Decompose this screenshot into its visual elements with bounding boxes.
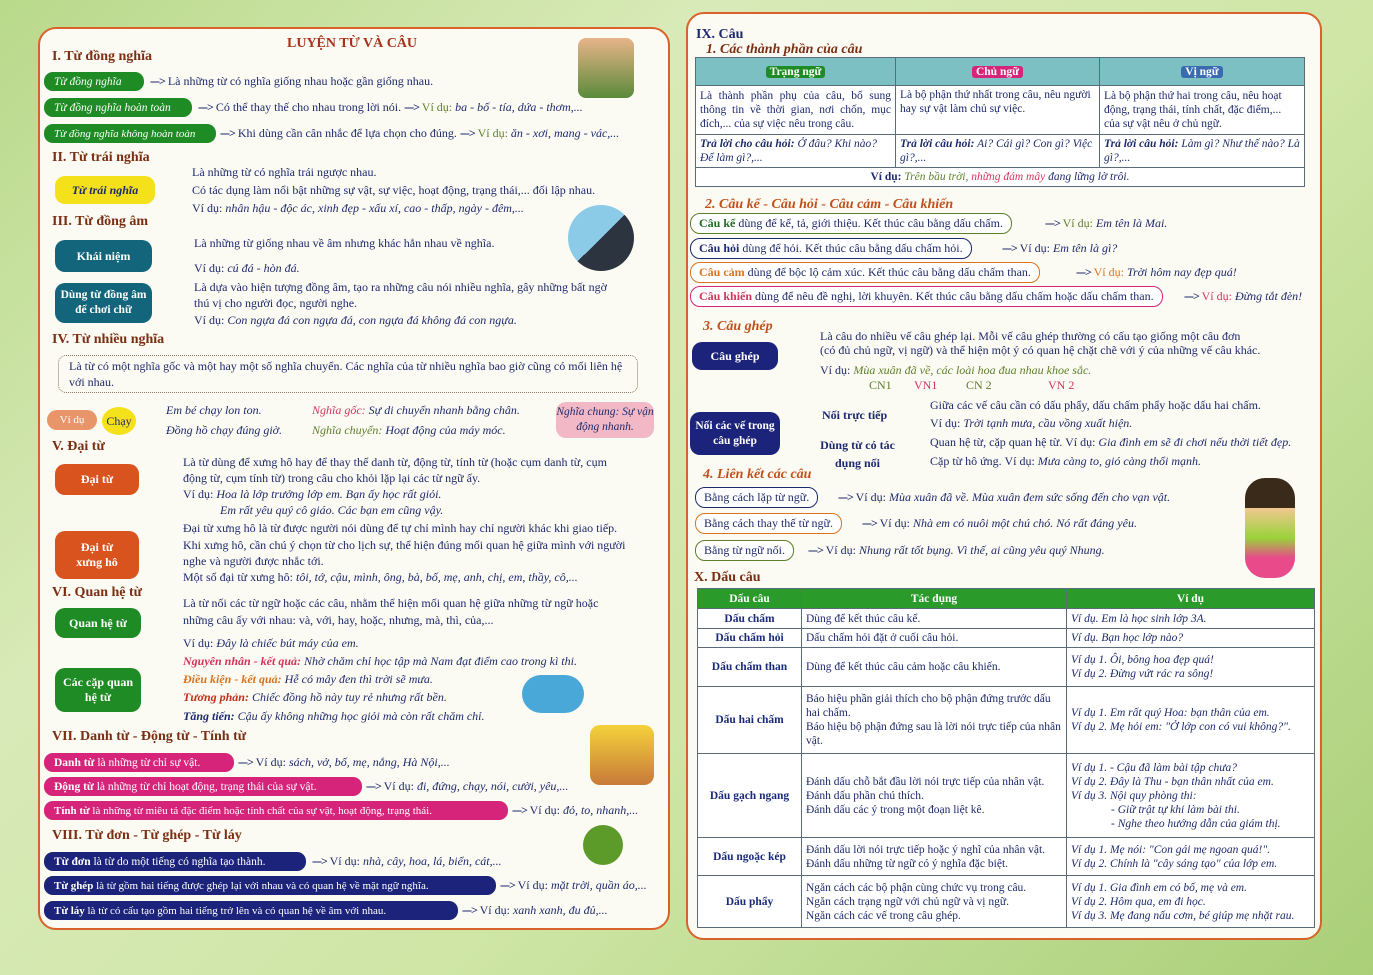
punctuation-table xyxy=(697,588,1315,928)
example: Đồng hồ chạy đúng giờ. xyxy=(166,423,283,437)
bar-tu-don: Từ đơn là từ do một tiếng có nghĩa tạo thành. xyxy=(44,852,306,871)
subheading: 1. Các thành phần của câu xyxy=(706,42,863,57)
line: Là những từ có nghĩa trái ngược nhau. xyxy=(192,165,377,179)
meaning: Nghĩa gốc: Sự di chuyển nhanh bằng chân. xyxy=(312,403,520,417)
example-cell xyxy=(1067,609,1315,629)
example: Ví dụ: cú đá - hòn đá. xyxy=(194,261,300,275)
line: Một số đại từ xưng hô: tôi, tớ, cậu, mình, ông, bà, bố, mẹ, anh, chị, em, thầy, cô,... xyxy=(183,570,578,584)
example-line: Ví dụ 2. Hôm qua, em đi học. xyxy=(1071,895,1206,908)
pill-khai-niem: Khái niệm xyxy=(55,240,152,272)
example: Ví dụ: Mùa xuân đã về, các loài hoa đua nhau khoe sắc. xyxy=(820,363,1092,377)
usage-line: Đánh dấu các ý trong một đoạn liệt kê. xyxy=(806,803,985,816)
col-header: Trạng ngữ xyxy=(766,66,826,78)
table-row xyxy=(698,754,1315,838)
line: nghe và người được nhắc tới. xyxy=(183,554,324,568)
line: động từ, cụm tính từ) trong câu cho khỏi lặp lại các từ ngữ ấy. xyxy=(183,471,481,485)
pill-tu-trai-nghia: Từ trái nghĩa xyxy=(55,176,155,204)
cau-hoi-box: Câu hỏi dùng để hỏi. Kết thúc câu bằng dấu chấm hỏi. xyxy=(690,238,972,259)
usage-cell xyxy=(802,609,1067,629)
pill-dai-tu: Đại từ xyxy=(55,464,139,495)
example-line: Ví dụ 2. Chính là "cây sáng tạo" của lớp em. xyxy=(1071,857,1278,870)
usage-line: Báo hiệu bộ phận đứng sau là lời nói trực tiếp của nhân vật. xyxy=(806,721,1061,747)
example: ---> Ví dụ: sách, vở, bố, mẹ, nắng, Hà Nội,... xyxy=(238,755,450,769)
pair: Nguyên nhân - kết quả: Nhờ chăm chỉ học tập mà Nam đạt điểm cao trong kì thi. xyxy=(183,654,577,668)
usage-line: Đánh dấu những từ ngữ có ý nghĩa đặc biệt. xyxy=(806,857,1009,870)
usage-cell xyxy=(802,838,1067,876)
section-heading: VI. Quan hệ từ xyxy=(52,585,143,600)
tree-icon xyxy=(583,825,623,865)
col-header: Chủ ngữ xyxy=(972,66,1023,78)
table-row xyxy=(698,838,1315,876)
cell: Là bộ phận thứ nhất trong câu, nêu người hay sự vật làm chủ sự việc. xyxy=(896,86,1100,135)
example-line: Ví dụ 3. Nội quy phòng thi: xyxy=(1071,789,1197,802)
family-illustration xyxy=(578,38,634,98)
pill-label: Các cặp quan hệ từ xyxy=(63,675,134,704)
example: ---> Ví dụ: Nhà em có nuôi một chú chó. Nó rất đáng yêu. xyxy=(862,516,1137,530)
subheading: 4. Liên kết các câu xyxy=(703,467,812,482)
pill-dong-nghia-khong-hoan-toan: Từ đồng nghĩa không hoàn toàn xyxy=(44,124,216,143)
table-row xyxy=(698,687,1315,754)
example-cell xyxy=(1067,754,1315,838)
definition: ---> Là những từ có nghĩa giống nhau hoặc gần giống nhau. xyxy=(150,74,434,88)
method-label: Nối trực tiếp xyxy=(822,408,888,422)
line: (có đủ chủ ngữ, vị ngữ) và thể hiện một ý có quan hệ chặt chẽ với ý của những vế câu khác. xyxy=(820,343,1261,357)
example-cell xyxy=(1067,838,1315,876)
example: ---> Ví dụ: xanh xanh, đu đủ,... xyxy=(462,903,608,917)
bar-tinh-tu: Tính từ là những từ miêu tả đặc điểm hoặc tính chất của sự vật, hoạt động, trạng thái. xyxy=(44,801,508,820)
pill-label: Đại từ xưng hô xyxy=(76,540,118,569)
line: thú vị cho người đọc, người nghe. xyxy=(194,296,358,310)
section-heading: VII. Danh từ - Động từ - Tính từ xyxy=(52,729,247,744)
day-night-icon xyxy=(568,205,634,271)
bar-tu-lay: Từ láy là từ có cấu tạo gồm hai tiếng trở lên và có quan hệ về âm với nhau. xyxy=(44,901,458,920)
example: Ví dụ: Đây là chiếc bút máy của em. xyxy=(183,636,359,650)
section-heading: I. Từ đồng nghĩa xyxy=(52,49,152,64)
col-header: Vị ngữ xyxy=(1181,66,1222,78)
line: những câu ấy với nhau: và, với, hay, hoặc, nhưng, mà, thì, của,... xyxy=(183,613,494,627)
usage-cell xyxy=(802,648,1067,687)
definition: ---> Có thể thay thế cho nhau trong lời nói. ---> Ví dụ: ba - bố - tía, dứa - thơm,... xyxy=(198,100,583,114)
cell: Là bộ phận thứ hai trong câu, nêu hoạt động, trạng thái, tính chất, đặc điểm,... của sự vật nêu ở chủ ngữ. xyxy=(1100,86,1305,135)
example-line: Ví dụ 1. - Cậu đã làm bài tập chưa? xyxy=(1071,761,1237,774)
example: Ví dụ: nhân hậu - độc ác, xinh đẹp - xấu xí, cao - thấp, ngày - đêm,... xyxy=(192,201,524,215)
usage-line: Đánh dấu lời nói trực tiếp hoặc ý nghĩ của nhân vật. xyxy=(806,843,1046,856)
usage-cell xyxy=(802,687,1067,754)
example-line: Ví dụ 1. Gia đình em có bố, mẹ và em. xyxy=(1071,881,1247,894)
definition: Là từ có một nghĩa gốc và một hay một số nghĩa chuyển. Các nghĩa của từ nhiều nghĩa bao giờ cũng có mối liên hệ với nhau. xyxy=(69,359,623,389)
girl-illustration xyxy=(1245,478,1295,578)
bar-tu-ghep: Từ ghép là từ gồm hai tiếng được ghép lại với nhau và có quan hệ về mặt ngữ nghĩa. xyxy=(44,876,496,895)
example-line: Ví dụ 3. Mẹ đang nấu cơm, bé giúp mẹ nhặt rau. xyxy=(1071,909,1295,922)
cau-khien-box: Câu khiến dùng để nêu đề nghị, lời khuyên. Kết thúc câu bằng dấu chấm hoặc dấu chấm than. xyxy=(690,286,1163,307)
definition: ---> Khi dùng cần cân nhắc để lựa chọn cho đúng. ---> Ví dụ: ăn - xơi, mang - vác,... xyxy=(220,126,620,140)
punct-name: Dấu chấm than xyxy=(698,648,802,687)
example: ---> Ví dụ: mặt trời, quần áo,... xyxy=(500,878,647,892)
pill-cac-cap-quan-he-tu xyxy=(55,668,141,712)
example-line: Ví dụ 2. Mẹ hỏi em: "Ở lớp con có vui không?". xyxy=(1071,721,1291,733)
example-line: - Nghe theo hướng dẫn của giám thị. xyxy=(1111,817,1281,830)
pill-noi-cac-ve xyxy=(690,412,780,455)
line: Là dựa vào hiện tượng đồng âm, tạo ra những câu nói nhiều nghĩa, gây những bất ngờ xyxy=(194,280,607,294)
subheading: 3. Câu ghép xyxy=(703,319,773,334)
usage-line: Báo hiệu phần giải thích cho bộ phận đứng trước dấu hai chấm. xyxy=(806,693,1051,719)
example: Ví dụ: Trời tạnh mưa, cầu vồng xuất hiện. xyxy=(930,416,1133,430)
example-cell xyxy=(1067,648,1315,687)
usage-line: Ngăn cách các bộ phận cùng chức vụ trong câu. xyxy=(806,881,1027,894)
pill-dong-nghia-hoan-toan: Từ đồng nghĩa hoàn toàn xyxy=(44,98,192,117)
line: Giữa các vế câu cần có dấu phẩy, dấu chấm phẩy hoặc dấu hai chấm. xyxy=(930,398,1261,412)
line: Là câu do nhiều vế câu ghép lại. Mỗi vế câu ghép thường có cấu tạo giống một câu đơn xyxy=(820,329,1241,343)
pill-cau-ghep: Câu ghép xyxy=(692,342,778,370)
pill-dung-tu-dong-am xyxy=(55,283,152,323)
punct-name: Dấu chấm hỏi xyxy=(698,629,802,648)
line: Khi xưng hô, cần chú ý chọn từ cho lịch sự, thể hiện đúng mối quan hệ giữa mình với người xyxy=(183,538,626,552)
example: ---> Ví dụ: Em tên là Mai. xyxy=(1045,216,1168,230)
punct-name: Dấu hai chấm xyxy=(698,687,802,754)
usage-line: Đánh dấu phần chú thích. xyxy=(806,789,924,802)
usage-line: Dấu chấm hỏi đặt ở cuối câu hỏi. xyxy=(806,632,959,644)
pair: Tương phản: Chiếc đồng hồ này tuy rẻ nhưng rất bền. xyxy=(183,690,447,704)
cau-ke-box: Câu kể dùng để kể, tả, giới thiệu. Kết thúc câu bằng dấu chấm. xyxy=(690,213,1012,234)
pill-label: Dùng từ đồng âm để chơi chữ xyxy=(60,289,147,316)
example: Em bé chạy lon ton. xyxy=(166,403,262,417)
pair: Điều kiện - kết quả: Hễ có mây đen thì trời sẽ mưa. xyxy=(183,672,433,686)
table-row xyxy=(698,609,1315,629)
example: ---> Ví dụ: đỏ, to, nhanh,... xyxy=(512,803,639,817)
label-vn2: VN 2 xyxy=(1048,378,1075,392)
example: Ví dụ: Hoa là lớp trưởng lớp em. Bạn ấy học rất giỏi. xyxy=(183,487,442,501)
col-header: Tác dụng xyxy=(802,589,1067,609)
line: Cặp từ hô ứng. Ví dụ: Mưa càng to, gió càng thổi mạnh. xyxy=(930,454,1201,468)
common-meaning xyxy=(556,402,654,438)
example-cell xyxy=(1067,629,1315,648)
example-line: Ví dụ 1. Mẹ nói: "Con gái mẹ ngoan quá!". xyxy=(1071,843,1271,856)
label-cn1: CN1 xyxy=(869,378,892,392)
word-chay: Chạy xyxy=(102,407,136,435)
link-box: Bằng cách lặp từ ngữ. xyxy=(695,487,818,508)
example: ---> Ví dụ: Trời hôm nay đẹp quá! xyxy=(1076,265,1237,279)
col-header: Ví dụ xyxy=(1067,589,1315,609)
line: Là từ nối các từ ngữ hoặc các câu, nhằm thể hiện mối quan hệ giữa những từ ngữ hoặc xyxy=(183,596,599,610)
sentence-parts-table xyxy=(695,57,1305,187)
usage-line: Dùng để kết thúc câu cảm hoặc câu khiến. xyxy=(806,661,1001,673)
bar-dong-tu: Động từ là những từ chỉ hoạt động, trạng thái của sự vật. xyxy=(44,777,362,796)
line: Đại từ xưng hô là từ được người nói dùng để tự chỉ mình hay chỉ người khác khi giao tiếp. xyxy=(183,521,618,535)
section-heading: X. Dấu câu xyxy=(694,570,761,585)
example-line: Ví dụ. Bạn học lớp nào? xyxy=(1071,632,1184,644)
pair: Tăng tiến: Cậu ấy không những học giỏi mà còn rất chăm chỉ. xyxy=(183,709,485,723)
example-line: Ví dụ 2. Đây là Thu - bạn thân nhất của em. xyxy=(1071,775,1274,788)
col-header: Dấu câu xyxy=(698,589,802,609)
example-line: Ví dụ. Em là học sinh lớp 3A. xyxy=(1071,612,1207,625)
usage-cell xyxy=(802,876,1067,928)
example: Em rất yêu quý cô giáo. Các bạn em cũng vậy. xyxy=(220,503,444,517)
section-heading: III. Từ đồng âm xyxy=(52,214,149,229)
example: ---> Ví dụ: đi, đứng, chạy, nói, cười, yêu,... xyxy=(366,779,569,793)
pill-quan-he-tu: Quan hệ từ xyxy=(55,608,141,638)
table-row xyxy=(698,876,1315,928)
table-row xyxy=(698,648,1315,687)
cell: Trả lời câu hỏi: Làm gì? Như thế nào? Là gì?,... xyxy=(1100,135,1305,168)
pill-tu-dong-nghia: Từ đồng nghĩa xyxy=(44,72,144,91)
definition-box xyxy=(58,355,638,393)
example-cell xyxy=(1067,687,1315,754)
cell: Là thành phần phụ của câu, bổ sung thông tin về thời gian, nơi chốn, mục đích,... của sự việc nêu trong câu. xyxy=(696,86,896,135)
punct-name: Dấu ngoặc kép xyxy=(698,838,802,876)
method-label: Dùng từ có tác dụng nối xyxy=(820,438,895,470)
usage-line: Dùng để kết thúc câu kể. xyxy=(806,612,921,625)
section-heading: VIII. Từ đơn - Từ ghép - Từ láy xyxy=(52,828,242,843)
subheading: 2. Câu kể - Câu hỏi - Câu cảm - Câu khiến xyxy=(705,197,954,212)
example: ---> Ví dụ: Em tên là gì? xyxy=(1002,241,1118,255)
cell: Trả lời câu hỏi: Ai? Cái gì? Con gì? Việc gì?,... xyxy=(896,135,1100,168)
table-row xyxy=(698,629,1315,648)
usage-line: Ngăn cách trạng ngữ với chủ ngữ và vị ngữ. xyxy=(806,895,1009,908)
pill-dai-tu-xung-ho xyxy=(55,531,139,579)
common-meaning-text: Nghĩa chung: Sự vận động nhanh. xyxy=(556,406,654,433)
cell: Ví dụ: Trên bầu trời, những đám mây đang lững lờ trôi. xyxy=(696,168,1305,187)
line: Là từ dùng để xưng hô hay để thay thế danh từ, động từ, tính từ (hoặc cụm danh từ, cụm xyxy=(183,455,607,469)
example: ---> Ví dụ: Đừng tắt đèn! xyxy=(1184,289,1303,303)
section-heading: IX. Câu xyxy=(696,27,744,42)
link-box: Bằng từ ngữ nối. xyxy=(695,540,794,561)
kids-illustration xyxy=(590,725,654,785)
example-cell xyxy=(1067,876,1315,928)
link-box: Bằng cách thay thế từ ngữ. xyxy=(695,513,842,534)
usage-line: Ngăn cách các vế trong câu ghép. xyxy=(806,909,961,922)
punct-name: Dấu phẩy xyxy=(698,876,802,928)
punct-name: Dấu chấm xyxy=(698,609,802,629)
section-heading: IV. Từ nhiều nghĩa xyxy=(52,332,165,347)
punct-name: Dấu gạch ngang xyxy=(698,754,802,838)
usage-line: Đánh dấu chỗ bắt đầu lời nói trực tiếp của nhân vật. xyxy=(806,775,1045,788)
example: ---> Ví dụ: Nhung rất tốt bụng. Vì thế, ai cũng yêu quý Nhung. xyxy=(808,543,1105,557)
example: Ví dụ: Con ngựa đá con ngựa đá, con ngựa đá không đá con ngựa. xyxy=(194,313,517,327)
page-title: LUYỆN TỪ VÀ CÂU xyxy=(287,36,418,51)
bar-danh-tu: Danh từ là những từ chỉ sự vật. xyxy=(44,753,234,772)
cau-cam-box: Câu cảm dùng để bộc lộ cảm xúc. Kết thúc câu bằng dấu chấm than. xyxy=(690,262,1040,283)
line: Có tác dụng làm nổi bật những sự vật, sự việc, hoạt động, trạng thái,... đối lập nhau. xyxy=(192,183,596,197)
example-line: Ví dụ 1. Em rất quý Hoa: bạn thân của em. xyxy=(1071,707,1270,719)
label-cn2: CN 2 xyxy=(966,378,992,392)
cell: Trả lời cho câu hỏi: Ở đâu? Khi nào? Để làm gì?,... xyxy=(696,135,896,168)
example-line: Ví dụ 1. Ôi, bông hoa đẹp quá! xyxy=(1071,654,1214,666)
usage-cell xyxy=(802,754,1067,838)
pill-label: Nối các vế trong câu ghép xyxy=(695,419,775,447)
meaning: Nghĩa chuyển: Hoạt động của máy móc. xyxy=(312,423,506,437)
section-heading: II. Từ trái nghĩa xyxy=(52,150,150,165)
example: ---> Ví dụ: Mùa xuân đã về. Mùa xuân đem sức sống đến cho vạn vật. xyxy=(838,490,1171,504)
section-heading: V. Đại từ xyxy=(52,439,105,454)
line: Quan hệ từ, cặp quan hệ từ. Ví dụ: Gia đình em sẽ đi chơi nếu thời tiết đẹp. xyxy=(930,435,1292,449)
example-line: - Giữ trật tự khi làm bài thi. xyxy=(1111,803,1240,816)
label-vn1: VN1 xyxy=(914,378,938,392)
line: Là những từ giống nhau về âm nhưng khác hẳn nhau về nghĩa. xyxy=(194,236,495,250)
rain-cloud-icon xyxy=(522,675,584,713)
example-line: Ví dụ 2. Đừng vứt rác ra sông! xyxy=(1071,668,1214,680)
example: ---> Ví dụ: nhà, cây, hoa, lá, biển, cát,... xyxy=(312,854,502,868)
vi-du-cloud: Ví dụ xyxy=(47,410,97,430)
usage-cell xyxy=(802,629,1067,648)
